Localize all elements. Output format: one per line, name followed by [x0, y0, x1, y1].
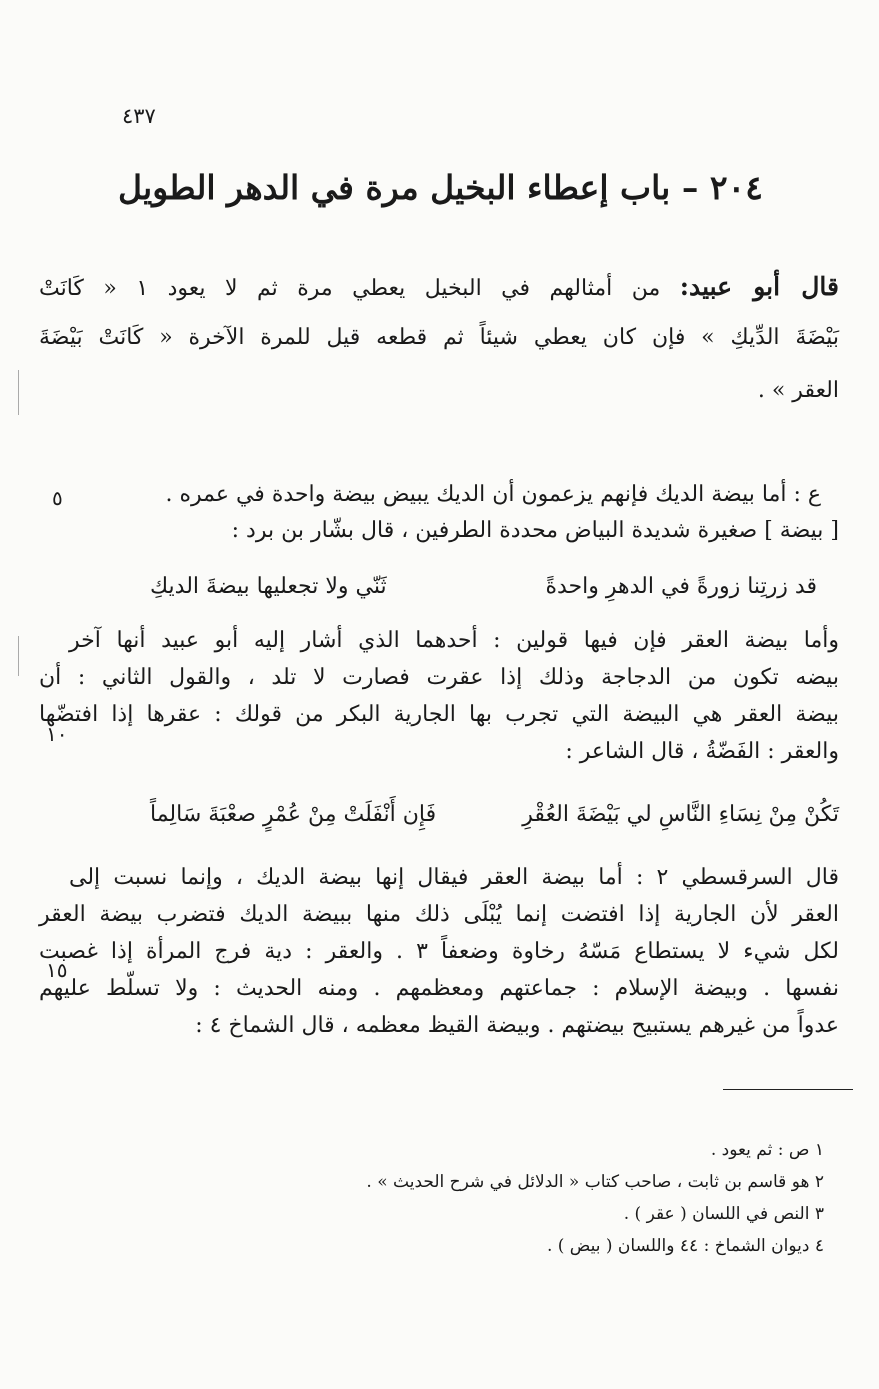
chapter-title: ٢٠٤ – باب إعطاء البخيل مرة في الدهر الطويل	[118, 168, 763, 207]
body-line: والعقر : الفَضّةُ ، قال الشاعر :	[565, 739, 839, 764]
verse-hemistich-second: تَكُنْ مِنْ نِسَاءِ النَّاسِ لي بَيْضَةَ العُقْرِ	[522, 802, 839, 827]
body-line: العقر » .	[757, 378, 839, 403]
verse-hemistich-first: قد زرتِنا زورةً في الدهرِ واحدةً	[545, 574, 817, 599]
body-line: لكل شيء لا يستطاع مَسّهُ رخاوة وضعفاً ٣ . والعقر : دية فرج المرأة إذا غصبت	[39, 939, 839, 964]
author-lead: قال أبو عبيد:	[679, 272, 839, 301]
body-line: بيضه تكون من الدجاجة وذلك إذا عقرت فصارت لا تلد ، والقول الثاني : أن	[39, 665, 839, 690]
page-number: ٤٣٧	[122, 104, 156, 128]
body-line: [ بيضة ] صغيرة شديدة البياض محددة الطرفين ، قال بشّار بن برد :	[231, 518, 839, 543]
footnote: ٤ ديوان الشماخ : ٤٤ واللسان ( بيض ) .	[546, 1236, 824, 1256]
body-line: بَيْضَةَ الدِّيكِ » فإن كان يعطي شيئاً ثم قطعه قيل للمرة الآخرة « كَانَتْ بَيْضَةَ	[39, 325, 839, 350]
scan-edge-mark	[18, 636, 19, 676]
body-line: عدواً من غيرهم يستبيح بيضتهم . وبيضة القيظ معظمه ، قال الشماخ ٤ :	[195, 1013, 839, 1038]
verse-hemistich-first: فَإِن أَنْفَلَتْ مِنْ عُمْرٍ صعْبَةَ سَالِماً	[150, 802, 437, 827]
body-line	[39, 272, 839, 301]
body-line: ع : أما بيضة الديك فإنهم يزعمون أن الديك يبيض بيضة واحدة في عمره .	[165, 482, 821, 507]
margin-line-number: ١٥	[46, 958, 68, 982]
footnote: ٣ النص في اللسان ( عقر ) .	[623, 1204, 824, 1224]
footnote: ٢ هو قاسم بن ثابت ، صاحب كتاب « الدلائل في شرح الحديث » .	[366, 1172, 824, 1192]
footnote: ١ ص : ثم يعود .	[710, 1140, 824, 1160]
body-line: قال السرقسطي ٢ : أما بيضة العقر فيقال إنها بيضة الديك ، وإنما نسبت إلى	[69, 865, 840, 890]
margin-line-number: ٥	[52, 486, 63, 510]
scan-edge-mark	[18, 370, 19, 415]
margin-line-number: ١٠	[46, 722, 68, 746]
body-text: من أمثالهم في البخيل يعطي مرة ثم لا يعود ١ « كَانَتْ	[39, 276, 661, 301]
body-line: نفسها . وبيضة الإسلام : جماعتهم ومعظمهم . ومنه الحديث : ولا تسلّط عليهم	[39, 976, 839, 1001]
body-line: بيضة العقر هي البيضة التي تجرب بها الجارية البكر من قولك : عقرها إذا افتضّها	[39, 702, 839, 727]
footnote-rule	[723, 1089, 853, 1090]
body-line: العقر لأن الجارية إذا افتضت إنما يُبْلَى ذلك منها ببيضة الديك فتضرب بيضة العقر	[39, 902, 839, 927]
body-line: وأما بيضة العقر فإن فيها قولين : أحدهما الذي أشار إليه أبو عبيد أنها آخر	[69, 628, 839, 653]
verse-hemistich-second: ثَنّي ولا تجعليها بيضةَ الديكِ	[150, 574, 387, 599]
